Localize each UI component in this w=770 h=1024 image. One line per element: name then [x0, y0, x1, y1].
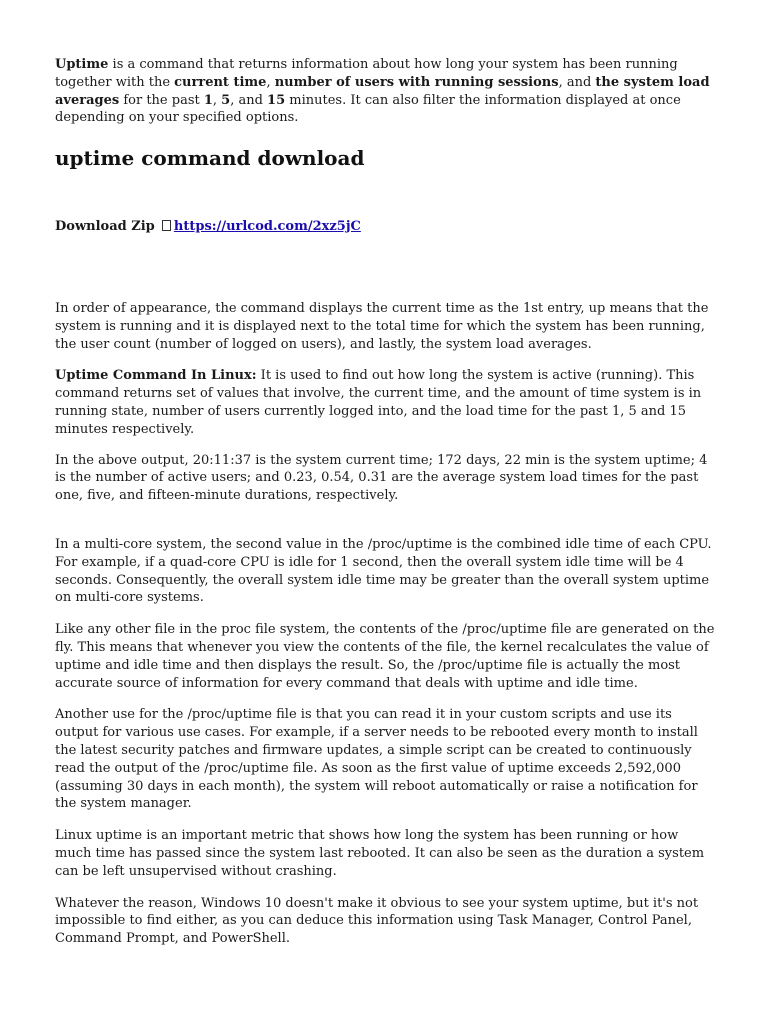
download-link[interactable]: https://urlcod.com/2xz5jC	[173, 219, 361, 235]
paragraph-uptime-linux: Uptime Command In Linux: It is used to find out how long the system is active (running). This command returns set of values that involve, the current time, and the amount of time system is in running state, number of users currently logged into, and the load time for the past 1, 5 and 15 minutes respectively.	[55, 368, 702, 437]
intro-paragraph: Uptime is a command that returns information about how long your system has been running together with the current time, number of users with running sessions, and the system load averages for the past 1, 5, and 15 minutes. It can also filter the information displayed at once depending on your specified options.	[55, 57, 710, 126]
term-number-of-users: number of users with running sessions	[274, 74, 559, 90]
paragraph-output-order: In order of appearance, the command displays the current time as the 1st entry, up means that the system is running and it is displayed next to the total time for which the system has been running, the user count (number of logged on users), and lastly, the system load averages.	[55, 300, 709, 352]
missing-glyph-icon	[162, 220, 171, 231]
paragraph-linux-uptime-metric: Linux uptime is an important metric that shows how long the system has been running or how much time has passed since the system last rebooted. It can also be seen as the duration a system can be left unsupervised without crashing.	[55, 828, 705, 879]
document-page	[55, 56, 715, 948]
paragraph-custom-scripts: Another use for the /proc/uptime file is that you can read it in your custom scripts and use its output for various use cases. For example, if a server needs to be rebooted every month to install the latest security patches and firmware updates, a simple script can be created to continuously read the output of the /proc/uptime file. As soon as the first value of uptime exceeds 2,592,000 (assuming 30 days in each month), the system will reboot automatically or raise a notification for the system manager.	[55, 707, 698, 812]
page-title: uptime command download	[55, 146, 365, 171]
term-load-averages: the system load averages	[55, 74, 710, 108]
term-uptime: Uptime	[55, 57, 109, 72]
download-label: Download Zip	[55, 219, 155, 235]
paragraph-proc-file: Like any other file in the proc file system, the contents of the /proc/uptime file are generated on the fly. This means that whenever you view the contents of the file, the kernel recalculates the value of uptime and idle time and then displays the result. So, the /proc/uptime file is actually the most accurate source of information for every command that deals with uptime and idle time.	[55, 622, 715, 691]
paragraph-multi-core: In a multi-core system, the second value in the /proc/uptime is the combined idle time of each CPU. For example, if a quad-core CPU is idle for 1 second, then the overall system idle time will be 4 seconds. Consequently, the overall system idle time may be greater than the overall system uptime on multi-core systems.	[55, 536, 712, 606]
term-current-time: current time	[174, 74, 267, 90]
paragraph-lead: Uptime Command In Linux:	[55, 368, 257, 384]
paragraph-output-explained: In the above output, 20:11:37 is the system current time; 172 days, 22 min is the system uptime; 4 is the number of active users; and 0.23, 0.54, 0.31 are the average system load times for the past one, five, and fifteen-minute durations, respectively.	[55, 452, 708, 504]
download-line	[55, 218, 715, 236]
paragraph-windows-10: Whatever the reason, Windows 10 doesn't make it obvious to see your system uptime, but it's not impossible to find either, as you can deduce this information using Task Manager, Control Panel, Command Prompt, and PowerShell.	[55, 895, 699, 947]
